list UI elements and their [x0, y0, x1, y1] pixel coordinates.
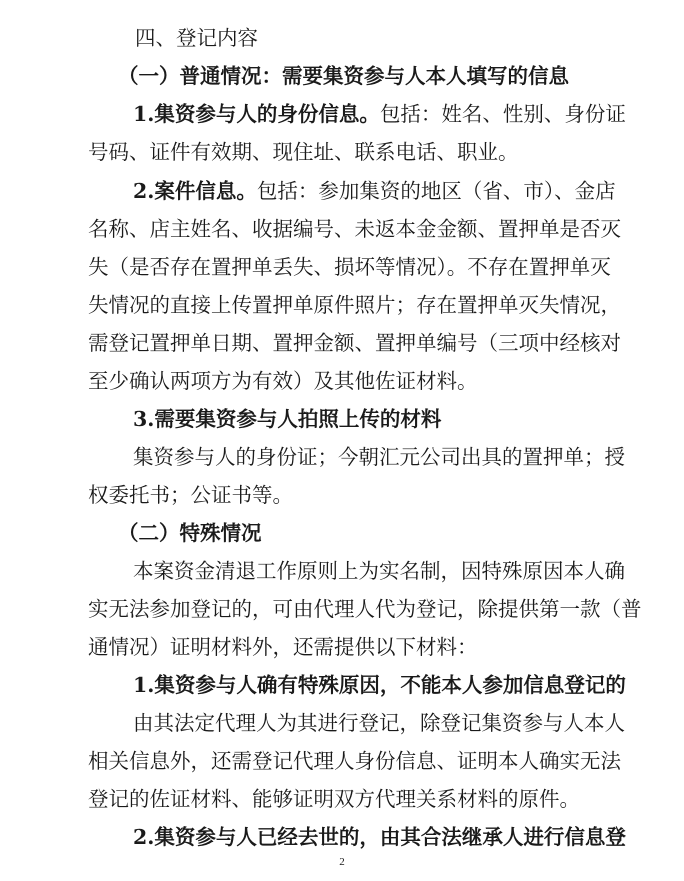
paragraph-photo-line-1: 集资参与人的身份证；今朝汇元公司出具的置押单；授 [133, 445, 625, 469]
item-text-case: 包括：参加集资的地区（省、市）、金店 [256, 179, 616, 203]
paragraph-case-line-6: 至少确认两项方为有效）及其他佐证材料。 [88, 369, 478, 393]
subsection-title-normal: （一）普通情况：需要集资参与人本人填写的信息 [118, 64, 569, 88]
item-title-photo-materials: 3.需要集资参与人拍照上传的材料 [133, 407, 442, 431]
item-title-special-reason: 1.集资参与人确有特殊原因，不能本人参加信息登记的 [133, 673, 626, 697]
subsection-title-special: （二）特殊情况 [118, 521, 262, 545]
paragraph-special-line-1: 本案资金清退工作原则上为实名制，因特殊原因本人确 [133, 559, 625, 583]
paragraph-case-line-2: 名称、店主姓名、收据编号、未返本金金额、置押单是否灭 [88, 217, 621, 241]
item-text-identity: 包括：姓名、性别、身份证 [379, 102, 626, 126]
paragraph-special-line-3: 通情况）证明材料外，还需提供以下材料： [88, 635, 478, 659]
paragraph-special-reason-line-3: 登记的佐证材料、能够证明双方代理关系材料的原件。 [88, 787, 580, 811]
item-label-case: 2.案件信息。 [133, 179, 257, 203]
paragraph-case-line-3: 失（是否存在置押单丢失、损坏等情况）。不存在置押单灭 [88, 255, 611, 279]
paragraph-photo-line-2: 权委托书；公证书等。 [88, 483, 293, 507]
paragraph-case-line-1 [133, 177, 616, 205]
paragraph-case-line-4: 失情况的直接上传置押单原件照片；存在置押单灭失情况， [88, 293, 621, 317]
item-title-deceased: 2.集资参与人已经去世的，由其合法继承人进行信息登 [133, 825, 626, 849]
page-number: 2 [339, 856, 345, 868]
paragraph-special-reason-line-2: 相关信息外，还需登记代理人身份信息、证明本人确实无法 [88, 749, 621, 773]
paragraph-identity-line-1 [133, 100, 626, 128]
paragraph-special-line-2: 实无法参加登记的，可由代理人代为登记，除提供第一款（普 [88, 597, 642, 621]
paragraph-case-line-5: 需登记置押单日期、置押金额、置押单编号（三项中经核对 [88, 331, 621, 355]
item-label-identity: 1.集资参与人的身份信息。 [133, 102, 380, 126]
section-heading: 四、登记内容 [135, 26, 258, 50]
paragraph-special-reason-line-1: 由其法定代理人为其进行登记，除登记集资参与人本人 [133, 711, 625, 735]
paragraph-identity-line-2: 号码、证件有效期、现住址、联系电话、职业。 [88, 140, 519, 164]
